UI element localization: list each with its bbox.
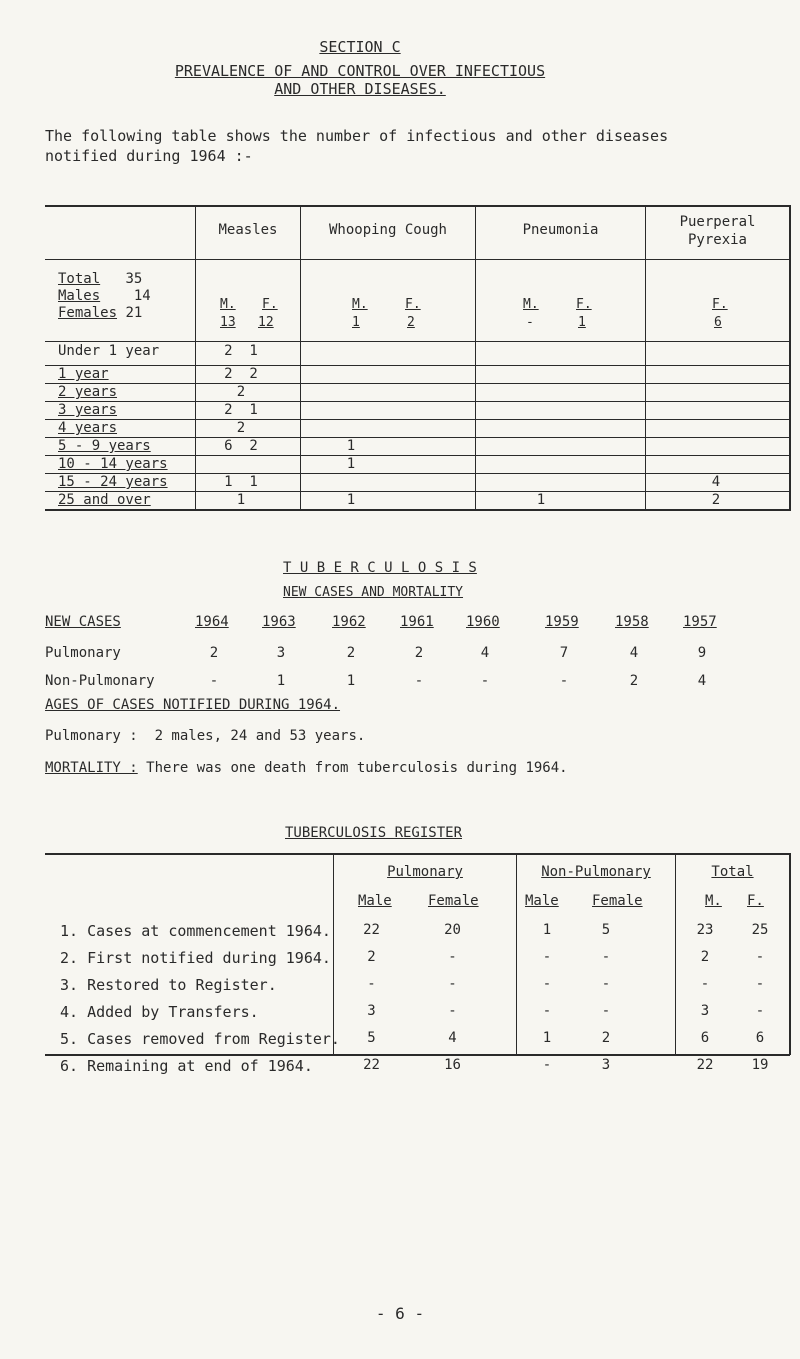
tb-value-cell: - xyxy=(414,673,424,689)
age-row-label: 15 - 24 years xyxy=(58,474,168,490)
whooping-cough-cell: 1 xyxy=(346,492,356,508)
register-value-cell: - xyxy=(542,949,552,965)
register-value-cell: 3 xyxy=(367,1003,376,1019)
age-row-label: Under 1 year xyxy=(58,343,160,359)
register-value-cell: 6 xyxy=(700,1030,710,1046)
reg-sub-pul-female: Female xyxy=(428,893,479,909)
whoop-f-total: 2 xyxy=(407,315,415,330)
age-row-label: 25 and over xyxy=(58,492,151,508)
reg-sub-np-male: Male xyxy=(525,893,559,909)
reg-group-total: Total xyxy=(711,864,754,880)
tb-value-cell: 1 xyxy=(346,673,356,689)
register-value-cell: 3 xyxy=(700,1003,710,1019)
measles-m-head: M. xyxy=(220,297,236,312)
reg-group-nonpulmonary: Non-Pulmonary xyxy=(541,864,651,880)
tb-year-header: 1964 xyxy=(195,614,229,630)
measles-cell: 1 xyxy=(236,492,246,508)
measles-cell: 6 2 xyxy=(224,438,258,454)
register-row-label: 3. Restored to Register. xyxy=(60,976,277,994)
register-value-cell: - xyxy=(755,1003,765,1019)
tb-year-header: 1962 xyxy=(332,614,366,630)
tb-value-cell: - xyxy=(480,673,490,689)
whoop-f-head: F. xyxy=(405,297,421,312)
measles-cell: 2 1 xyxy=(224,343,258,359)
pneu-m-head: M. xyxy=(523,297,539,312)
tb-value-cell: 2 xyxy=(629,673,639,689)
pneu-m-total: - xyxy=(526,315,534,330)
whooping-cough-cell: 1 xyxy=(346,456,356,472)
tb-value-cell: 4 xyxy=(480,645,490,661)
tb-row-label: Pulmonary xyxy=(45,645,121,661)
measles-cell: 2 2 xyxy=(224,366,258,382)
register-value-cell: - xyxy=(542,976,552,992)
register-value-cell: 2 xyxy=(601,1030,611,1046)
register-value-cell: - xyxy=(448,976,457,992)
intro-line-1: The following table shows the number of infectious and other diseases xyxy=(45,127,669,145)
whooping-cough-cell: 1 xyxy=(346,438,356,454)
measles-cell: 2 xyxy=(236,420,246,436)
col-whooping-cough: Whooping Cough xyxy=(328,222,447,238)
age-row-label: 3 years xyxy=(58,402,118,418)
age-row-label: 2 years xyxy=(58,384,118,400)
age-row-label: 4 years xyxy=(58,420,118,436)
tb-year-header: 1960 xyxy=(466,614,500,630)
col-measles: Measles xyxy=(218,222,278,238)
register-value-cell: - xyxy=(448,949,457,965)
register-value-cell: 19 xyxy=(751,1057,769,1073)
register-title: TUBERCULOSIS REGISTER xyxy=(285,825,463,841)
register-value-cell: 2 xyxy=(367,949,376,965)
age-row-label: 1 year xyxy=(58,366,109,382)
tb-value-cell: 2 xyxy=(346,645,356,661)
measles-cell: 1 1 xyxy=(224,474,258,490)
register-value-cell: 20 xyxy=(444,922,461,938)
measles-cell: 2 xyxy=(236,384,246,400)
register-value-cell: 25 xyxy=(751,922,769,938)
tb-row-label: Non-Pulmonary xyxy=(45,673,155,689)
register-row-label: 2. First notified during 1964. xyxy=(60,949,331,967)
measles-cell: 2 1 xyxy=(224,402,258,418)
register-value-cell: - xyxy=(700,976,710,992)
tb-value-cell: 4 xyxy=(697,673,707,689)
register-value-cell: - xyxy=(755,949,765,965)
reg-group-pulmonary: Pulmonary xyxy=(387,864,463,880)
reg-sub-total-f: F. xyxy=(747,893,764,909)
register-row-label: 1. Cases at commencement 1964. xyxy=(60,922,331,940)
mortality-line: MORTALITY : There was one death from tuberculosis during 1964. xyxy=(45,760,568,776)
whoop-m-head: M. xyxy=(352,297,368,312)
title-line-1: PREVALENCE OF AND CONTROL OVER INFECTIOUS xyxy=(174,62,546,80)
tb-title: T U B E R C U L O S I S xyxy=(283,560,477,576)
reg-sub-np-female: Female xyxy=(592,893,643,909)
measles-f-head: F. xyxy=(262,297,278,312)
tb-year-header: 1957 xyxy=(683,614,717,630)
register-value-cell: 1 xyxy=(542,1030,552,1046)
pneu-f-head: F. xyxy=(576,297,592,312)
reg-sub-pul-male: Male xyxy=(358,893,392,909)
puerperal-pyrexia-cell: 2 xyxy=(711,492,721,508)
register-value-cell: 23 xyxy=(696,922,714,938)
whoop-m-total: 1 xyxy=(352,315,360,330)
register-row-label: 5. Cases removed from Register. xyxy=(60,1030,340,1048)
tb-value-cell: - xyxy=(559,673,569,689)
tb-header-label: NEW CASES xyxy=(45,614,121,630)
register-value-cell: 3 xyxy=(601,1057,611,1073)
register-value-cell: 2 xyxy=(700,949,710,965)
register-value-cell: - xyxy=(601,1003,611,1019)
measles-m-total: 13 xyxy=(220,315,236,330)
measles-f-total: 12 xyxy=(258,315,274,330)
register-value-cell: - xyxy=(448,1003,457,1019)
tb-year-header: 1959 xyxy=(545,614,579,630)
tb-year-header: 1958 xyxy=(615,614,649,630)
col-puerperal: Puerperal xyxy=(679,214,756,230)
ages-heading: AGES OF CASES NOTIFIED DURING 1964. xyxy=(45,697,341,713)
register-value-cell: 5 xyxy=(601,922,611,938)
females-label: Females 21 xyxy=(58,305,143,321)
register-value-cell: - xyxy=(367,976,376,992)
age-row-label: 5 - 9 years xyxy=(58,438,151,454)
puer-f-total: 6 xyxy=(714,315,722,330)
register-value-cell: 5 xyxy=(367,1030,376,1046)
age-row-label: 10 - 14 years xyxy=(58,456,168,472)
tb-value-cell: 2 xyxy=(209,645,219,661)
tb-value-cell: 7 xyxy=(559,645,569,661)
register-value-cell: - xyxy=(542,1003,552,1019)
col-pneumonia: Pneumonia xyxy=(522,222,599,238)
register-value-cell: - xyxy=(601,949,611,965)
reg-sub-total-m: M. xyxy=(705,893,722,909)
males-label: Males 14 xyxy=(58,288,151,304)
tb-year-header: 1963 xyxy=(262,614,296,630)
tb-year-header: 1961 xyxy=(400,614,434,630)
register-value-cell: 4 xyxy=(448,1030,457,1046)
section-heading: SECTION C xyxy=(319,38,401,56)
tb-value-cell: - xyxy=(209,673,219,689)
register-value-cell: 22 xyxy=(363,1057,380,1073)
register-row-label: 6. Remaining at end of 1964. xyxy=(60,1057,313,1075)
register-value-cell: - xyxy=(755,976,765,992)
tb-value-cell: 3 xyxy=(276,645,286,661)
register-row-label: 4. Added by Transfers. xyxy=(60,1003,259,1021)
tb-subtitle: NEW CASES AND MORTALITY xyxy=(283,585,464,600)
register-value-cell: 22 xyxy=(696,1057,714,1073)
puerperal-pyrexia-cell: 4 xyxy=(711,474,721,490)
total-label: Total 35 xyxy=(58,271,143,287)
register-value-cell: 1 xyxy=(542,922,552,938)
intro-line-2: notified during 1964 :- xyxy=(45,147,253,165)
register-value-cell: - xyxy=(542,1057,552,1073)
register-value-cell: - xyxy=(601,976,611,992)
pneu-f-total: 1 xyxy=(578,315,586,330)
col-pyrexia: Pyrexia xyxy=(687,232,747,248)
tb-value-cell: 2 xyxy=(414,645,424,661)
tb-value-cell: 4 xyxy=(629,645,639,661)
puer-f-head: F. xyxy=(712,297,728,312)
register-value-cell: 6 xyxy=(755,1030,765,1046)
tb-value-cell: 9 xyxy=(697,645,707,661)
register-value-cell: 22 xyxy=(363,922,380,938)
pneumonia-cell: 1 xyxy=(536,492,546,508)
pulmonary-ages: Pulmonary : 2 males, 24 and 53 years. xyxy=(45,728,366,744)
register-value-cell: 16 xyxy=(444,1057,461,1073)
page-number: - 6 - xyxy=(375,1304,425,1323)
title-line-2: AND OTHER DISEASES. xyxy=(274,80,446,98)
tb-value-cell: 1 xyxy=(276,673,286,689)
